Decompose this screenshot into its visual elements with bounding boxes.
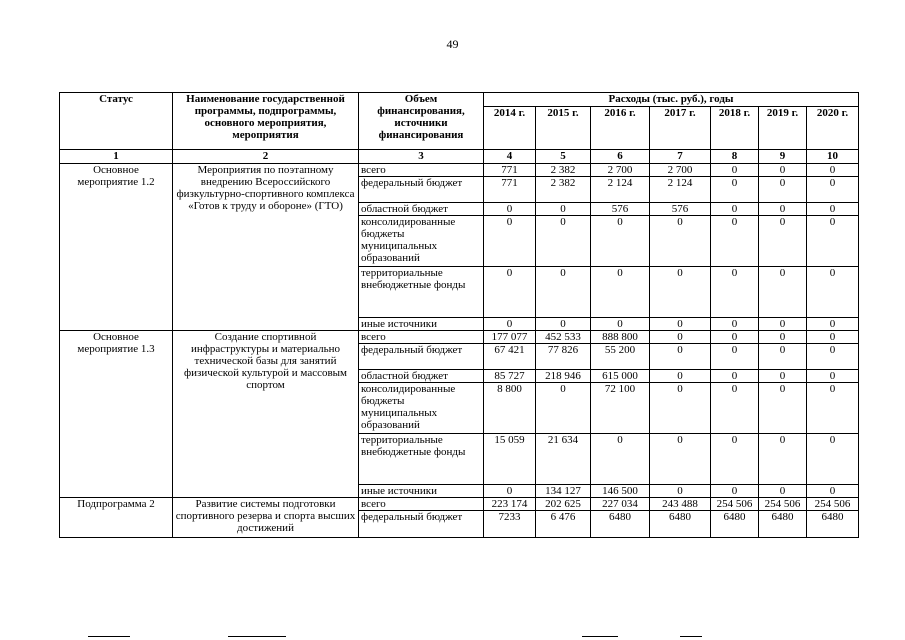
expense-value: 0: [807, 344, 859, 370]
expense-value: 0: [711, 485, 759, 498]
row-status: Основное мероприятие 1.2: [60, 164, 173, 331]
header-year: 2020 г.: [807, 107, 859, 150]
expense-value: 0: [759, 318, 807, 331]
expense-value: 0: [484, 216, 536, 267]
expense-value: 576: [650, 203, 711, 216]
expense-value: 146 500: [591, 485, 650, 498]
expense-value: 6480: [711, 511, 759, 538]
expense-value: 0: [536, 203, 591, 216]
expense-value: 0: [484, 485, 536, 498]
expense-value: 0: [807, 434, 859, 485]
expense-value: 0: [759, 216, 807, 267]
expense-value: 0: [759, 267, 807, 318]
funding-source: консолидированные бюджеты муниципальных образований: [359, 216, 484, 267]
column-number: 1: [60, 150, 173, 164]
row-name: Развитие системы подготовки спортивного резерва и спорта высших достижений: [173, 498, 359, 538]
expense-value: 6480: [807, 511, 859, 538]
expense-value: 0: [591, 267, 650, 318]
expense-value: 0: [711, 203, 759, 216]
header-year: 2014 г.: [484, 107, 536, 150]
column-number: 4: [484, 150, 536, 164]
column-number: 7: [650, 150, 711, 164]
expense-value: 0: [711, 318, 759, 331]
expense-value: 254 506: [711, 498, 759, 511]
expense-value: 0: [711, 177, 759, 203]
expense-value: 0: [591, 318, 650, 331]
expense-value: 218 946: [536, 370, 591, 383]
expense-value: 21 634: [536, 434, 591, 485]
header-row-1: [60, 93, 859, 107]
expense-value: 15 059: [484, 434, 536, 485]
header-year: 2017 г.: [650, 107, 711, 150]
column-number: 2: [173, 150, 359, 164]
column-number: 6: [591, 150, 650, 164]
expense-value: 177 077: [484, 331, 536, 344]
expense-value: 0: [650, 383, 711, 434]
row-status: Основное мероприятие 1.3: [60, 331, 173, 498]
expense-value: 0: [650, 434, 711, 485]
funding-source: иные источники: [359, 485, 484, 498]
expense-value: 0: [807, 216, 859, 267]
expense-value: 243 488: [650, 498, 711, 511]
expense-value: 0: [759, 177, 807, 203]
expense-value: 0: [711, 267, 759, 318]
expense-value: 6480: [759, 511, 807, 538]
funding-source: территориальные внебюджетные фонды: [359, 267, 484, 318]
funding-source: всего: [359, 331, 484, 344]
header-year: 2018 г.: [711, 107, 759, 150]
expense-value: 0: [807, 370, 859, 383]
funding-source: территориальные внебюджетные фонды: [359, 434, 484, 485]
expense-value: 0: [650, 216, 711, 267]
header-year: 2019 г.: [759, 107, 807, 150]
table-row: [60, 498, 859, 511]
expense-value: 6 476: [536, 511, 591, 538]
expense-value: 254 506: [807, 498, 859, 511]
expense-value: 452 533: [536, 331, 591, 344]
expense-value: 0: [759, 203, 807, 216]
expense-value: 0: [711, 434, 759, 485]
column-number: 3: [359, 150, 484, 164]
expense-value: 0: [484, 318, 536, 331]
expense-value: 0: [807, 331, 859, 344]
row-name: Создание спортивной инфраструктуры и материально технической базы для занятий физической культурой и массовым спортом: [173, 331, 359, 498]
expense-value: 254 506: [759, 498, 807, 511]
expense-value: 0: [650, 485, 711, 498]
expense-value: 888 800: [591, 331, 650, 344]
expense-value: 0: [650, 267, 711, 318]
funding-source: федеральный бюджет: [359, 177, 484, 203]
expense-value: 0: [536, 318, 591, 331]
expense-value: 0: [650, 318, 711, 331]
expense-value: 0: [807, 164, 859, 177]
expense-value: 0: [807, 267, 859, 318]
expense-value: 0: [807, 318, 859, 331]
column-number: 8: [711, 150, 759, 164]
expense-value: 0: [759, 331, 807, 344]
expense-value: 0: [759, 434, 807, 485]
funding-source: областной бюджет: [359, 203, 484, 216]
expense-value: 0: [484, 267, 536, 318]
row-name: Мероприятия по поэтапному внедрению Всероссийского физкультурно-спортивного комплекса «Готов к труду и обороне» (ГТО): [173, 164, 359, 331]
expense-value: 0: [759, 370, 807, 383]
column-number: 9: [759, 150, 807, 164]
expense-value: 0: [759, 485, 807, 498]
expense-value: 0: [536, 267, 591, 318]
expense-value: 0: [807, 383, 859, 434]
expense-value: 134 127: [536, 485, 591, 498]
header-year: 2015 г.: [536, 107, 591, 150]
column-number: 10: [807, 150, 859, 164]
expense-value: 2 124: [650, 177, 711, 203]
budget-table: [59, 92, 859, 538]
column-number-row: [60, 150, 859, 164]
expense-value: 0: [536, 216, 591, 267]
expense-value: 0: [650, 344, 711, 370]
expense-value: 55 200: [591, 344, 650, 370]
funding-source: федеральный бюджет: [359, 511, 484, 538]
expense-value: 2 382: [536, 164, 591, 177]
expense-value: 771: [484, 164, 536, 177]
funding-source: всего: [359, 164, 484, 177]
expense-value: 77 826: [536, 344, 591, 370]
expense-value: 0: [536, 383, 591, 434]
expense-value: 202 625: [536, 498, 591, 511]
expense-value: 0: [711, 344, 759, 370]
header-expenses: Расходы (тыс. руб.), годы: [484, 93, 859, 107]
expense-value: 0: [759, 164, 807, 177]
expense-value: 0: [591, 216, 650, 267]
expense-value: 0: [807, 203, 859, 216]
expense-value: 0: [591, 434, 650, 485]
funding-source: федеральный бюджет: [359, 344, 484, 370]
header-name: Наименование государственной программы, подпрограммы, основного мероприятия, мероприятия: [173, 93, 359, 150]
expense-value: 0: [807, 485, 859, 498]
expense-value: 72 100: [591, 383, 650, 434]
funding-source: всего: [359, 498, 484, 511]
expense-value: 0: [711, 370, 759, 383]
column-number: 5: [536, 150, 591, 164]
header-year: 2016 г.: [591, 107, 650, 150]
header-funding: Объем финансирования, источники финансирования: [359, 93, 484, 150]
table-row: [60, 164, 859, 177]
expense-value: 0: [759, 344, 807, 370]
expense-value: 2 700: [591, 164, 650, 177]
funding-source: иные источники: [359, 318, 484, 331]
expense-value: 0: [711, 383, 759, 434]
expense-value: 223 174: [484, 498, 536, 511]
expense-value: 0: [711, 164, 759, 177]
expense-value: 0: [650, 331, 711, 344]
expense-value: 771: [484, 177, 536, 203]
expense-value: 0: [759, 383, 807, 434]
table-row: [60, 331, 859, 344]
expense-value: 576: [591, 203, 650, 216]
header-status: Статус: [60, 93, 173, 150]
page-number: 49: [446, 37, 459, 51]
row-status: Подпрограмма 2: [60, 498, 173, 538]
expense-value: 2 382: [536, 177, 591, 203]
funding-source: областной бюджет: [359, 370, 484, 383]
expense-value: 8 800: [484, 383, 536, 434]
expense-value: 85 727: [484, 370, 536, 383]
table-body: [60, 164, 859, 538]
expense-value: 6480: [591, 511, 650, 538]
expense-value: 0: [650, 370, 711, 383]
expense-value: 615 000: [591, 370, 650, 383]
expense-value: 0: [484, 203, 536, 216]
expense-value: 2 700: [650, 164, 711, 177]
funding-source: консолидированные бюджеты муниципальных образований: [359, 383, 484, 434]
expense-value: 67 421: [484, 344, 536, 370]
expense-value: 2 124: [591, 177, 650, 203]
expense-value: 0: [711, 331, 759, 344]
expense-value: 0: [807, 177, 859, 203]
expense-value: 6480: [650, 511, 711, 538]
expense-value: 7233: [484, 511, 536, 538]
expense-value: 227 034: [591, 498, 650, 511]
expense-value: 0: [711, 216, 759, 267]
